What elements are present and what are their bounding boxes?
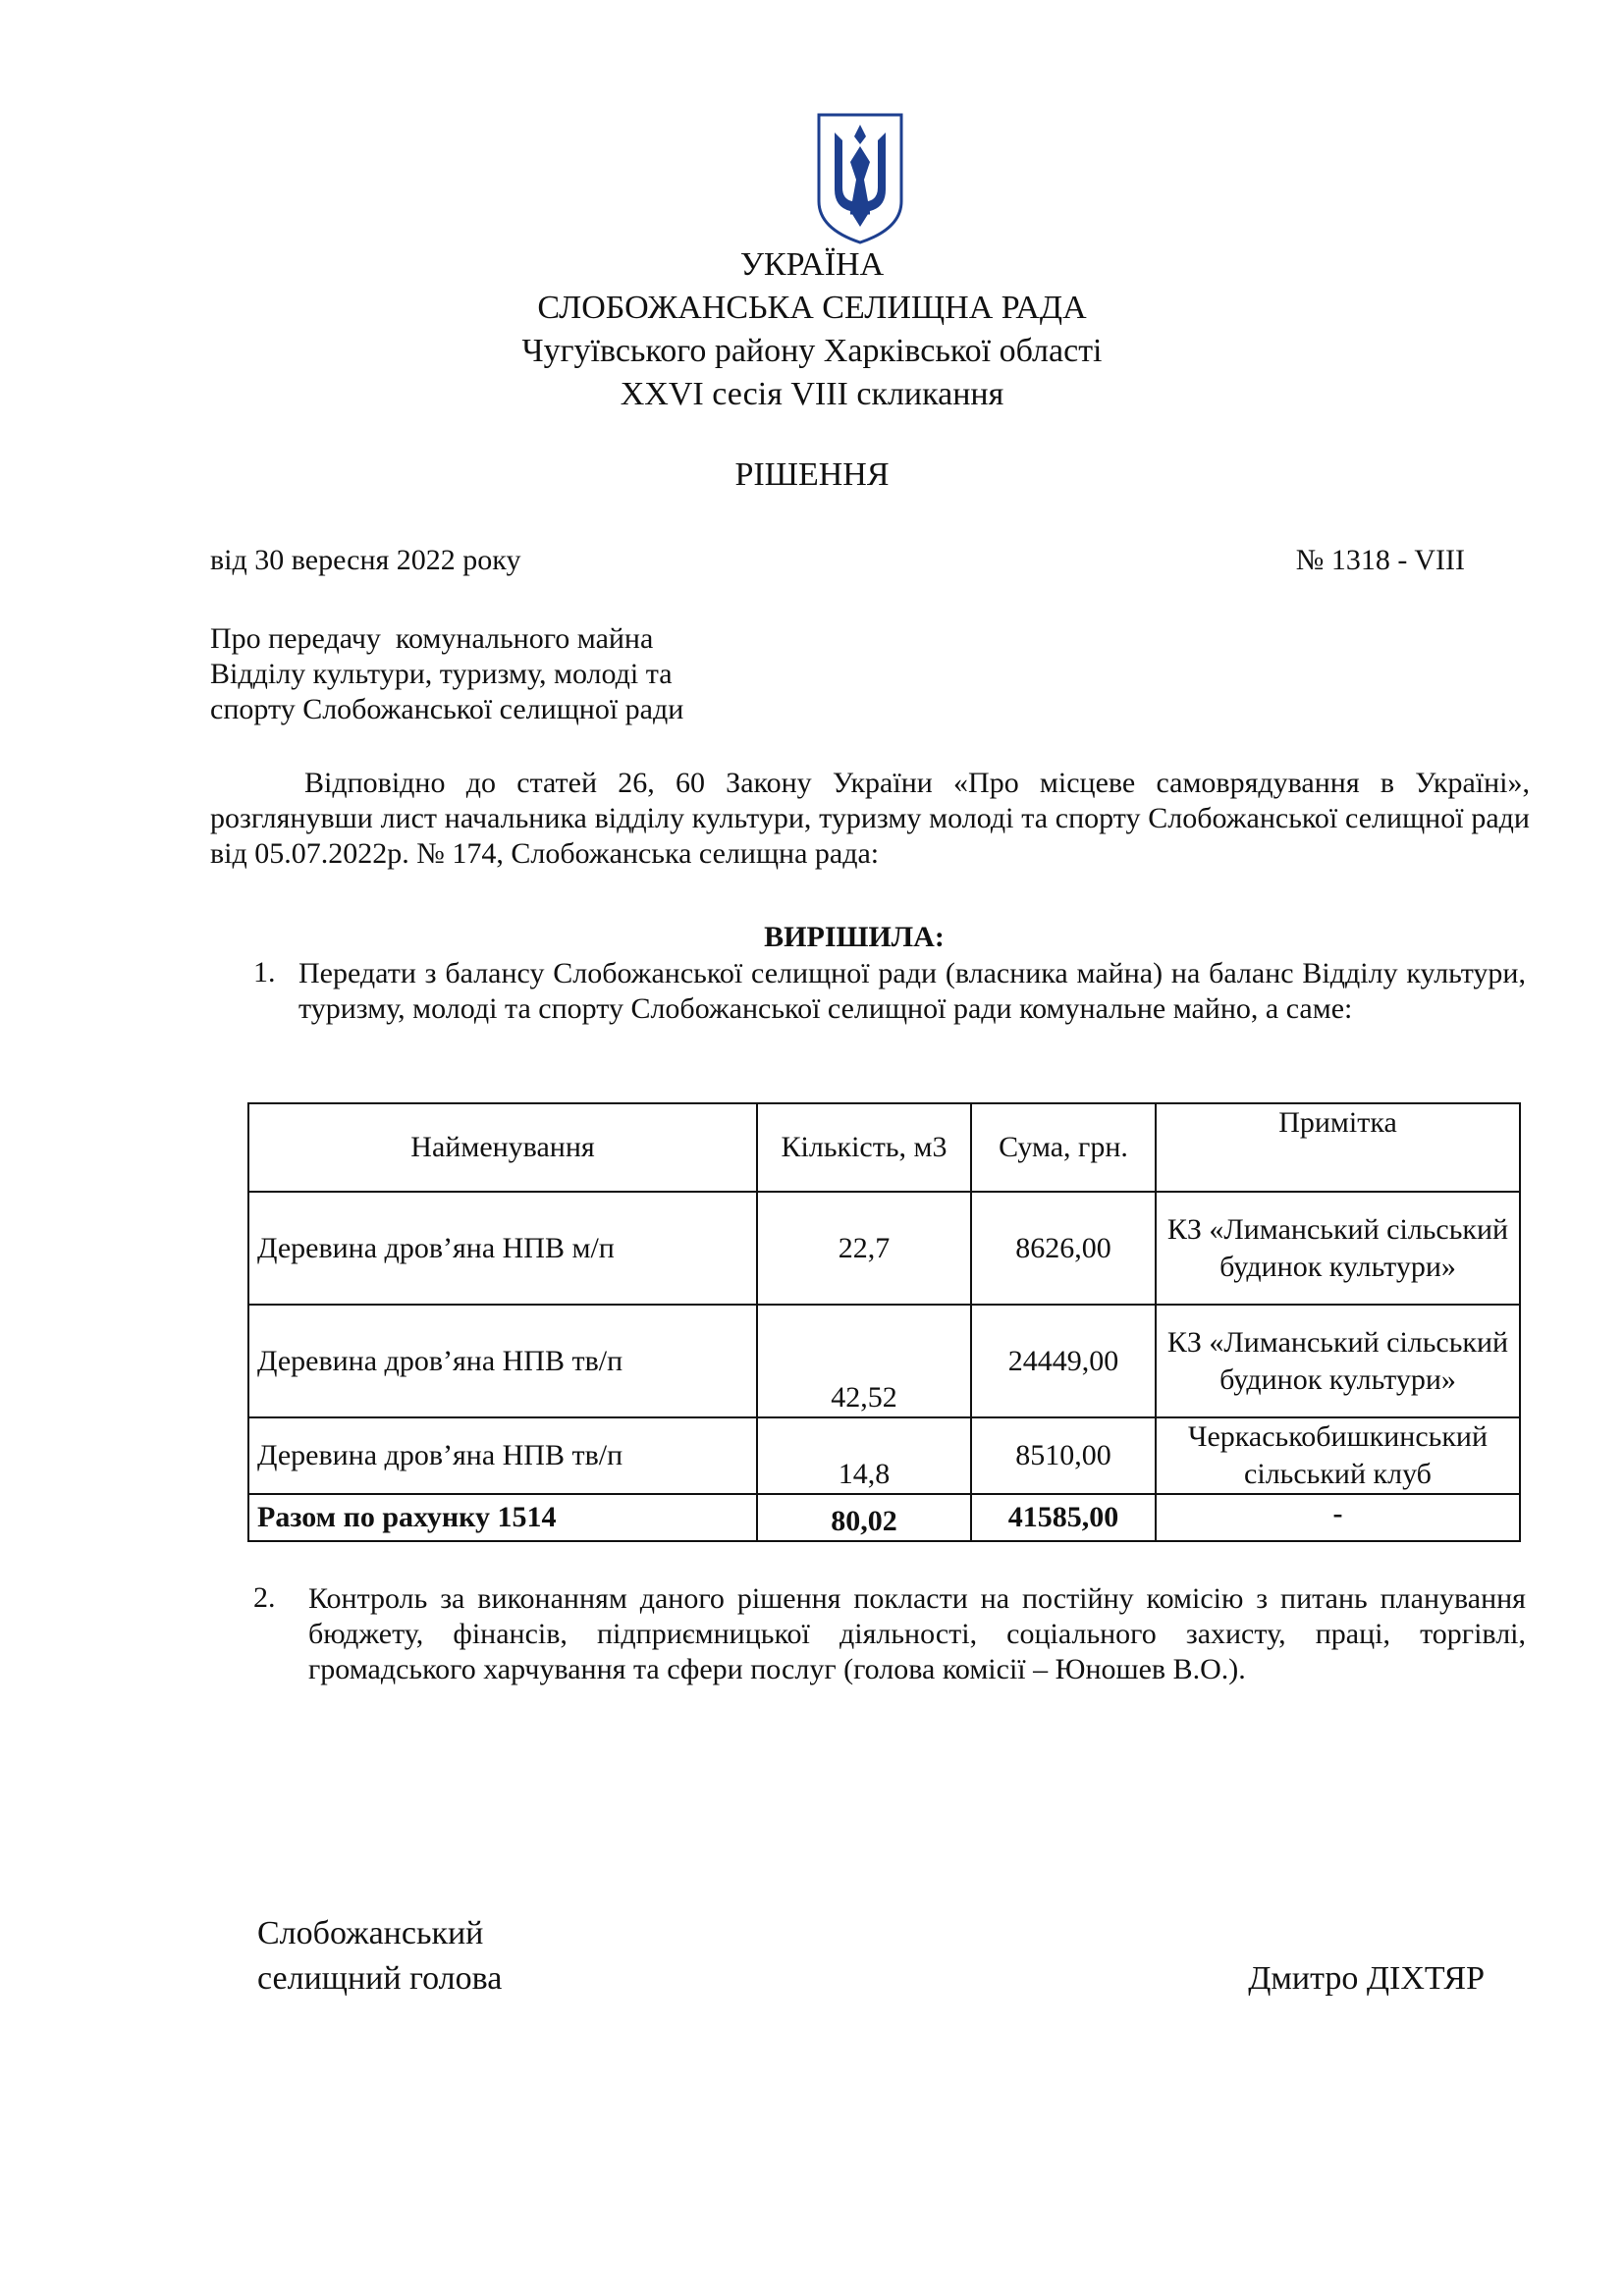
table-row (248, 1192, 1520, 1305)
trident-coat-of-arms-icon (815, 111, 905, 246)
row-3-name: Деревина дров’яна НПВ тв/п (248, 1417, 757, 1494)
header-quantity: Кількість, м3 (757, 1103, 971, 1192)
row-3-quantity: 14,8 (757, 1417, 971, 1494)
item-1-text: Передати з балансу Слобожанської селищної ради (власника майна) на баланс Відділу культури, туризму, молоді та спорту Слобожанської селищної ради комунальне майно, а саме: (298, 957, 1526, 1025)
header-note: Примітка (1156, 1103, 1520, 1192)
row-1-sum: 8626,00 (971, 1192, 1156, 1305)
item-2-number: 2. (253, 1581, 276, 1614)
row-2-name: Деревина дров’яна НПВ тв/п (248, 1305, 757, 1417)
total-label: Разом по рахунку 1514 (248, 1494, 757, 1541)
table-row (248, 1305, 1520, 1417)
total-sum: 41585,00 (971, 1494, 1156, 1541)
decision-date: від 30 вересня 2022 року (210, 544, 521, 576)
header-name: Найменування (248, 1103, 757, 1192)
row-1-quantity: 22,7 (757, 1192, 971, 1305)
decided-heading: ВИРІШИЛА: (764, 921, 945, 953)
total-quantity: 80,02 (757, 1494, 971, 1541)
signatory-position-line-2: селищний голова (257, 1960, 503, 1997)
table-total-row (248, 1494, 1520, 1541)
council-title: СЛОБОЖАНСЬКА СЕЛИЩНА РАДА (537, 290, 1087, 326)
row-2-note: КЗ «Лиманський сільський будинок культури» (1156, 1305, 1520, 1417)
district-title: Чугуївського району Харківської області (521, 333, 1103, 369)
row-1-name: Деревина дров’яна НПВ м/п (248, 1192, 757, 1305)
item-1-number: 1. (253, 956, 276, 988)
subject-line-2: Відділу культури, туризму, молоді та (210, 658, 673, 690)
country-title: УКРАЇНА (739, 246, 885, 283)
row-3-note: Черкаськобишкинський сільський клуб (1156, 1417, 1520, 1494)
subject-line-1: Про передачу комунального майна (210, 622, 654, 655)
item-2-text: Контроль за виконанням даного рішення покласти на постійну комісію з питань планування бюджету, фінансів, підприємницької діяльності, соціального захисту, праці, торгівлі, громадського харчування та сфери послуг (голова комісії – Юношев В.О.). (308, 1582, 1526, 1685)
signatory-name: Дмитро ДІХТЯР (1248, 1960, 1485, 1997)
subject-line-3: спорту Слобожанської селищної ради (210, 693, 684, 725)
row-2-sum: 24449,00 (971, 1305, 1156, 1417)
total-note: - (1156, 1494, 1520, 1541)
table-row (248, 1417, 1520, 1494)
document-type-title: РІШЕННЯ (734, 456, 890, 493)
preamble-paragraph: Відповідно до статей 26, 60 Закону України «Про місцеве самоврядування в Україні», розглянувши лист начальника відділу культури, туризму молоді та спорту Слобожанської селищної ради від 05.07.2022р. № 174, Слобожанська селищна рада: (210, 767, 1530, 870)
session-title: XXVI сесія VIII скликання (620, 376, 1004, 412)
decision-number: № 1318 - VIII (1295, 544, 1465, 576)
property-table (247, 1102, 1521, 1542)
row-3-sum: 8510,00 (971, 1417, 1156, 1494)
signatory-position-line-1: Слобожанський (257, 1915, 484, 1951)
header-sum: Сума, грн. (971, 1103, 1156, 1192)
row-1-note: КЗ «Лиманський сільський будинок культури» (1156, 1192, 1520, 1305)
table-header-row (248, 1103, 1520, 1192)
row-2-quantity: 42,52 (757, 1305, 971, 1417)
